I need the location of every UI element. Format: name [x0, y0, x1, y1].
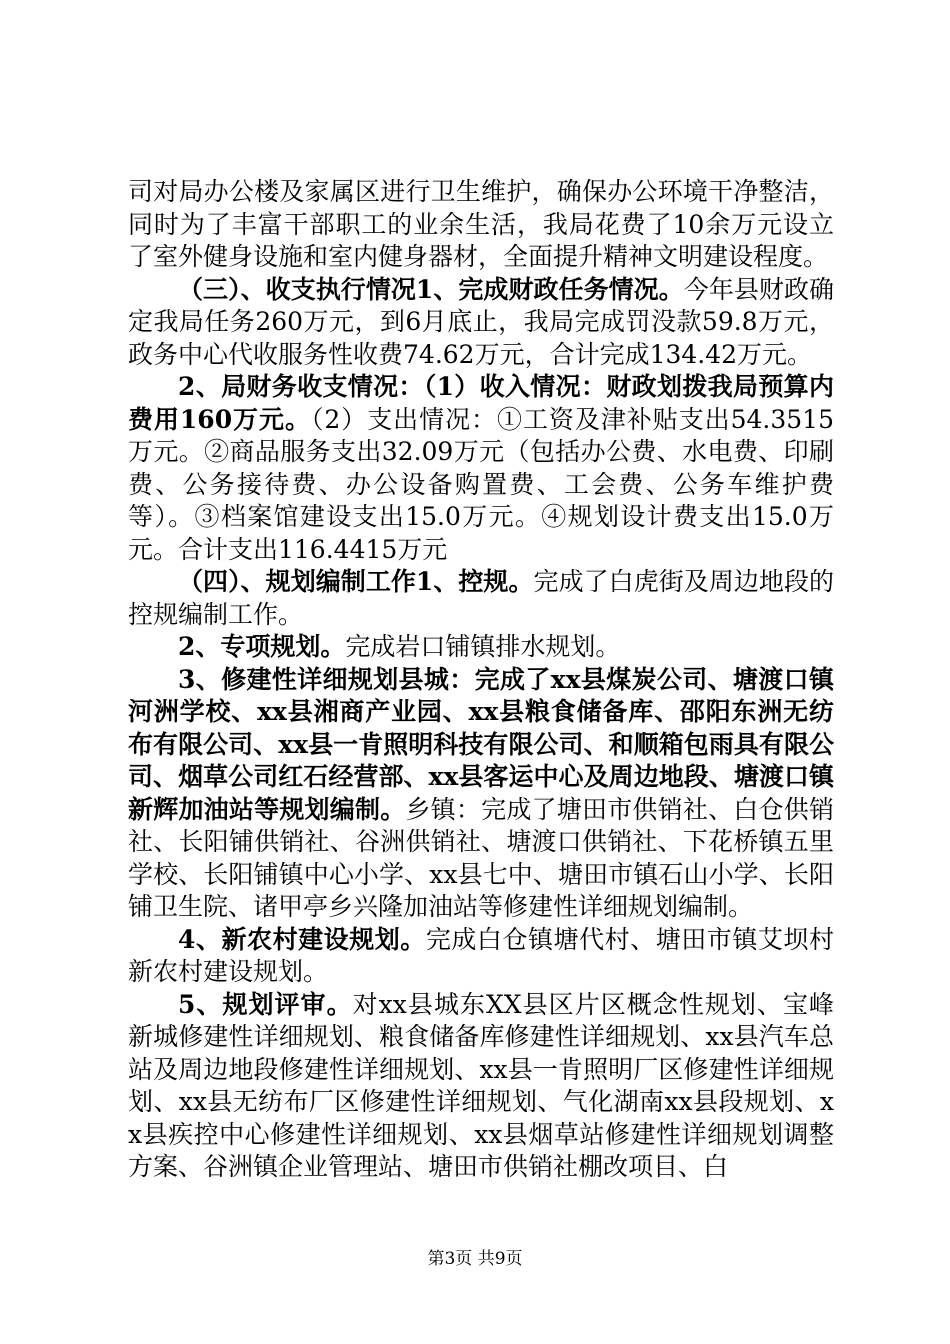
text-run: 司对局办公楼及家属区进行卫生维护，确保办公环境干净整洁，同时为了丰富干部职工的业余生活，我局花费了10余万元设立了室外健身设施和室内健身器材，全面提升精神文明建设程度。: [128, 177, 834, 271]
heading-run: （四）、规划编制工作1、控规。: [178, 567, 534, 596]
text-run: 完成白仓镇塘代村、塘田市镇艾坝村新农村建设规划。: [128, 924, 834, 986]
text-run: 乡镇：完成了塘田市供销社、白仓供销社、长阳铺供销社、谷洲供销社、塘渡口供销社、下花桥镇五里学校、长阳铺镇中心小学、xx县七中、塘田市镇石山小学、长阳铺卫生院、诸甲亭乡兴隆加油站等修建性详细规划编制。: [128, 794, 834, 921]
heading-run: 3、修建性详细规划县城：完成了xx县煤炭公司、塘渡口镇河洲学校、xx县湘商产业园、xx县粮食储备库、邵阳东洲无纺布有限公司、xx县一肯照明科技有限公司、和顺箱包雨具有限公司、烟草公司红石经营部、xx县客运中心及周边地段、塘渡口镇新辉加油站等规划编制。: [128, 664, 834, 824]
text-run: 今年县财政确定我局任务260万元，到6月底止，我局完成罚没款59.8万元，政务中心代收服务性收费74.62万元，合计完成134.42万元。: [128, 274, 834, 369]
heading-run: （三）、收支执行情况1、完成财政任务情况。: [178, 274, 684, 304]
paragraph-1: [128, 176, 834, 274]
paragraph-6: [128, 664, 834, 924]
heading-run: 2、专项规划。: [178, 632, 346, 661]
paragraph-4: [128, 566, 834, 631]
heading-run: 2、局财务收支情况：（1）收入情况：财政划拨我局预算内费用160万元。: [128, 372, 834, 434]
paragraph-8: [128, 989, 834, 1184]
heading-run: 4、新农村建设规划。: [178, 924, 426, 954]
document-body: [128, 176, 834, 1184]
text-run: 完成了白虎街及周边地段的控规编制工作。: [128, 567, 834, 629]
paragraph-2: [128, 274, 834, 372]
heading-run: 5、规划评审。: [178, 989, 353, 1019]
text-run: （2）支出情况：①工资及津补贴支出54.3515万元。②商品服务支出32.09万元（包括办公费、水电费、印刷费、公务接待费、办公设备购置费、工会费、公务车维护费等）。③档案馆建设支出15.0万元。④规划设计费支出15.0万元。合计支出116.4415万元: [128, 404, 834, 564]
paragraph-7: [128, 924, 834, 989]
page-footer: 第3页 共9页: [427, 1249, 523, 1269]
paragraph-3: [128, 371, 834, 566]
text-run: 完成岩口铺镇排水规划。: [345, 632, 621, 661]
text-run: 对xx县城东XX县区片区概念性规划、宝峰新城修建性详细规划、粮食储备库修建性详细规划、xx县汽车总站及周边地段修建性详细规划、xx县一肯照明厂区修建性详细规划、xx县无纺布厂区修建性详细规划、气化湖南xx县段规划、xx县疾控中心修建性详细规划、xx县烟草站修建性详细规划调整方案、谷洲镇企业管理站、塘田市供销社棚改项目、白: [128, 989, 835, 1181]
paragraph-5: [128, 631, 834, 664]
